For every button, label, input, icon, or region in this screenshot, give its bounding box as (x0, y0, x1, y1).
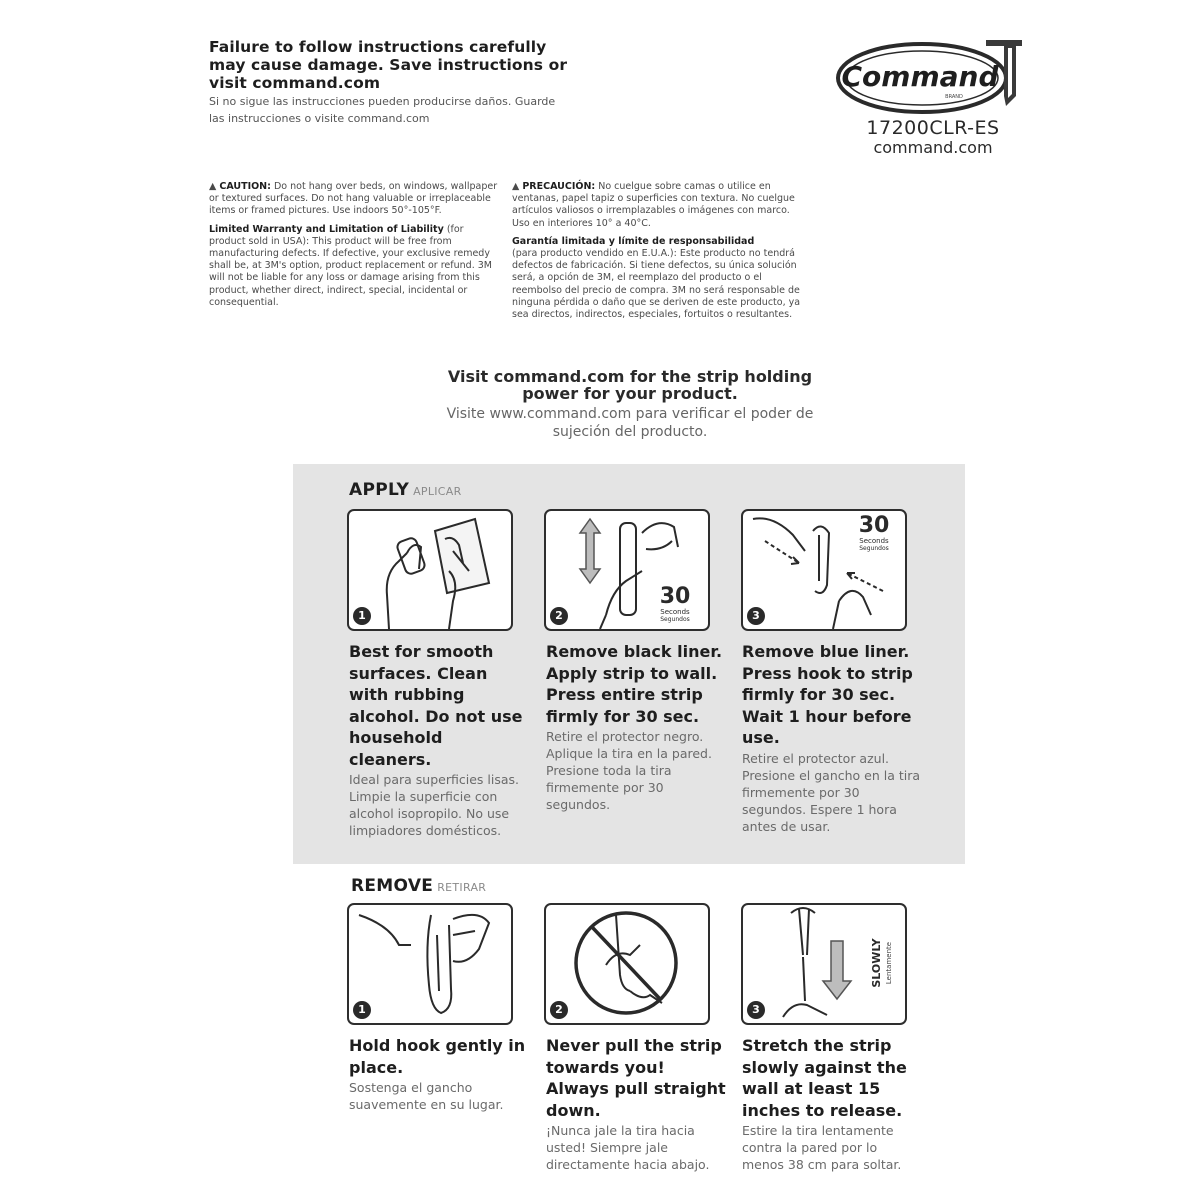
apply-heading (349, 480, 462, 502)
warranty-label: Limited Warranty and Limitation of Liability (209, 223, 444, 235)
remove-step-1-number: 1 (353, 1001, 371, 1019)
logo-wordmark: Command (841, 60, 999, 93)
warranty-text: (for product sold in USA): This product will be free from manufacturing defects. If defective, your exclusive remedy shall be, at 3M's option, product replacement or refund. 3M will not be liable for any loss or damage arising from this product, whether direct, indirect, special, incidental or consequential. (209, 223, 492, 308)
apply-step-3-spanish: Retire el protector azul. Presione el gancho en la tira firmemente por 30 segundos. Espere 1 hora antes de usar. (742, 750, 921, 834)
remove-step-3-illustration (741, 903, 907, 1025)
apply-step-2-english: Remove black liner. Apply strip to wall. Press entire strip firmly for 30 sec. (546, 642, 723, 726)
remove-step-3-english: Stretch the strip slowly against the wall at least 15 inches to release. (742, 1036, 907, 1120)
timer-number: 30 (659, 584, 691, 609)
command-logo (836, 36, 1028, 116)
timer-unit-spanish: Segundos (859, 545, 889, 552)
remove-step-2-spanish: ¡Nunca jale la tira hacia usted! Siempre jale directamente hacia abajo. (546, 1123, 710, 1172)
apply-step-1-spanish: Ideal para superficies lisas. Limpie la superficie con alcohol isopropilo. No use limpiadores domésticos. (349, 772, 519, 838)
precaucion-text: No cuelgue sobre camas o utilice en ventanas, papel tapiz o superficies con textura. No cuelgue artículos valiosos o irremplazables o imágenes con marco. Uso en interiores 10° a 40°C. (512, 181, 795, 229)
remove-step-3-spanish: Estire la tira lentamente contra la pared por lo menos 38 cm para soltar. (742, 1123, 902, 1172)
apply-step-2-text (546, 641, 726, 813)
timer-unit-english: Seconds (660, 608, 690, 616)
visit-notice (440, 368, 820, 441)
apply-step-1-text (349, 641, 529, 839)
garantia-paragraph (512, 236, 806, 321)
slowly-english: SLOWLY (870, 938, 883, 988)
apply-step-2-illustration (544, 509, 710, 631)
remove-step-2-text (546, 1035, 726, 1173)
remove-step-2-number: 2 (550, 1001, 568, 1019)
remove-step-3-number: 3 (747, 1001, 765, 1019)
apply-step-3-timer (849, 515, 899, 552)
apply-step-3-illustration (741, 509, 907, 631)
caution-paragraph (209, 181, 501, 218)
apply-step-3-number: 3 (747, 607, 765, 625)
slowly-label (867, 927, 891, 1007)
garantia-label: Garantía limitada y límite de responsabilidad (512, 235, 755, 247)
instructions-warning (209, 38, 569, 127)
apply-step-2-spanish: Retire el protector negro. Aplique la tira en la pared. Presione toda la tira firmemente por 30 segundos. (546, 729, 712, 812)
slowly-spanish: Lentamente (885, 941, 893, 985)
visit-spanish: Visite www.command.com para verificar el poder de sujeción del producto. (446, 406, 814, 440)
apply-step-3-text (742, 641, 922, 835)
logo-brand-mark: BRAND (945, 94, 963, 100)
remove-step-1-text (349, 1035, 529, 1113)
timer-unit-spanish: Segundos (660, 616, 690, 623)
no-pull-forward-icon (546, 905, 708, 1023)
remove-step-1-illustration (347, 903, 513, 1025)
warning-english: Failure to follow instructions carefully may cause damage. Save instructions or visit command.com (209, 38, 568, 92)
remove-heading (351, 876, 486, 898)
apply-subtitle: APLICAR (413, 485, 462, 498)
hold-hook-icon (349, 905, 511, 1023)
apply-step-1-illustration (347, 509, 513, 631)
apply-step-1-number: 1 (353, 607, 371, 625)
apply-step-2-timer (650, 586, 700, 623)
remove-step-1-spanish: Sostenga el gancho suavemente en su lugar. (349, 1080, 504, 1112)
precaucion-paragraph (512, 181, 806, 230)
apply-step-1-english: Best for smooth surfaces. Clean with rubbing alcohol. Do not use household cleaners. (349, 642, 523, 769)
garantia-text: (para producto vendido en E.U.A.): Este producto no tendrá defectos de fabricación. Si tiene defectos, su única solución será, a opción de 3M, el reemplazo del producto o el reembolso del precio de compra. 3M no será responsable de ninguna pérdida o daño que se deriven de este producto, ya sea directos, indirectos, especiales, fortuitos o resultantes. (512, 248, 801, 321)
remove-step-1-english: Hold hook gently in place. (349, 1036, 526, 1077)
command-logo-graphic (836, 36, 1028, 116)
model-number: 17200CLR-ES (866, 117, 1000, 139)
fine-print-spanish (512, 181, 806, 321)
apply-step-3-english: Remove blue liner. Press hook to strip firmly for 30 sec. Wait 1 hour before use. (742, 642, 913, 747)
remove-step-2-illustration (544, 903, 710, 1025)
caution-label: CAUTION: (219, 181, 271, 192)
timer-number: 30 (858, 513, 890, 538)
warning-spanish: Si no sigue las instrucciones pueden producirse daños. Guarde las instrucciones o visite command.com (209, 95, 556, 125)
remove-step-3-text (742, 1035, 922, 1173)
fine-print-english (209, 181, 501, 309)
precaucion-label: PRECAUCIÓN: (522, 181, 596, 192)
warranty-paragraph (209, 224, 501, 309)
remove-title: REMOVE (351, 876, 434, 896)
caution-text: Do not hang over beds, on windows, wallpaper or textured surfaces. Do not hang valuable or irreplaceable items or framed pictures. Use indoors 50°-105°F. (209, 181, 498, 217)
apply-step-2-number: 2 (550, 607, 568, 625)
apply-title: APPLY (349, 480, 410, 500)
visit-english: Visit command.com for the strip holding power for your product. (447, 367, 813, 403)
clean-surface-icon (349, 511, 511, 629)
warning-triangle-icon: ▲ (512, 181, 520, 192)
brand-url: command.com (873, 138, 993, 157)
remove-step-2-english: Never pull the strip towards you! Always pull straight down. (546, 1036, 726, 1120)
timer-unit-english: Seconds (859, 537, 889, 545)
warning-triangle-icon: ▲ (209, 181, 217, 192)
remove-subtitle: RETIRAR (437, 881, 487, 894)
